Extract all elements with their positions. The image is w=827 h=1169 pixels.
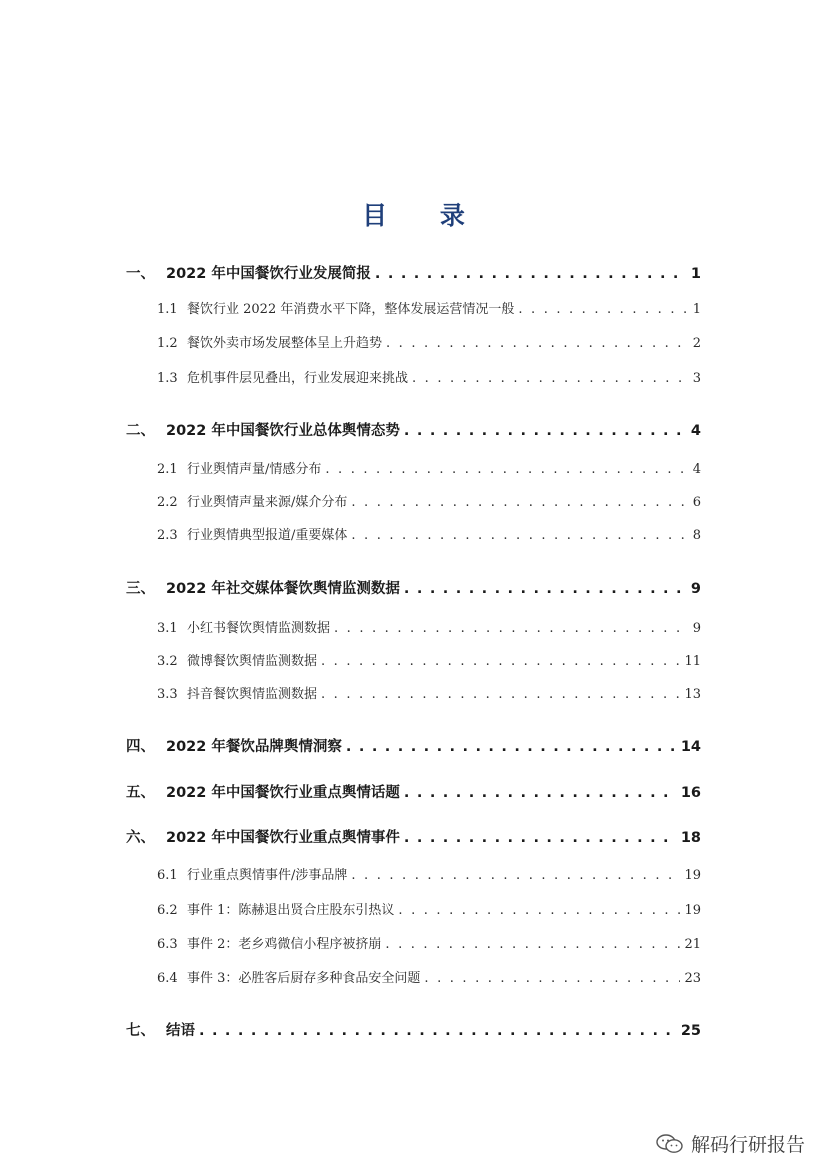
toc-entry-title: 餐饮行业 2022 年消费水平下降，整体发展运营情况一般 (187, 302, 515, 317)
toc-entry-number: 1.2 (157, 336, 178, 351)
watermark (655, 1130, 805, 1157)
watermark-text: 解码行研报告 (690, 1134, 805, 1156)
toc-entry-number: 六、 (126, 830, 155, 846)
toc-section-entry[interactable] (157, 298, 701, 317)
toc-section-entry[interactable] (157, 683, 701, 702)
toc-section-entry[interactable] (157, 458, 701, 477)
toc-dot-leader (321, 687, 680, 702)
toc-entry-title: 行业舆情声量/情感分布 (187, 462, 322, 477)
toc-entry-title: 行业舆情声量来源/媒介分布 (187, 495, 348, 510)
toc-entry-title: 抖音餐饮舆情监测数据 (187, 687, 318, 702)
toc-page-number: 2 (692, 336, 701, 351)
toc-chapter-entry[interactable] (126, 735, 701, 756)
toc-entry-number: 6.3 (157, 937, 178, 952)
toc-page-number: 19 (684, 868, 701, 883)
toc-page-number: 1 (692, 302, 701, 317)
toc-entry-number: 3.2 (157, 654, 178, 669)
toc-dot-leader (346, 739, 677, 755)
toc-entry-number: 2.3 (157, 528, 178, 543)
toc-entry-number: 2.2 (157, 495, 178, 510)
toc-page-number: 19 (684, 903, 701, 918)
toc-entry-number: 1.1 (157, 302, 178, 317)
toc-dot-leader (351, 495, 688, 510)
toc-chapter-entry[interactable] (126, 262, 701, 283)
toc-section-entry[interactable] (157, 967, 701, 986)
toc-section-entry[interactable] (157, 650, 701, 669)
toc-entry-title: 2022 年社交媒体餐饮舆情监测数据 (166, 581, 400, 597)
toc-entry-title: 行业重点舆情事件/涉事品牌 (187, 868, 348, 883)
toc-dot-leader (424, 971, 680, 986)
wechat-icon (655, 1133, 685, 1155)
toc-entry-number: 二、 (126, 423, 155, 439)
toc-dot-leader (321, 654, 680, 669)
toc-entry-number: 一、 (126, 266, 155, 282)
toc-page-number: 6 (692, 495, 701, 510)
toc-page-number: 3 (692, 371, 701, 386)
toc-chapter-entry[interactable] (126, 826, 701, 847)
toc-entry-title: 结语 (166, 1023, 195, 1039)
toc-entry-title: 危机事件层见叠出，行业发展迎来挑战 (187, 371, 409, 386)
toc-dot-leader (375, 266, 687, 282)
toc-page-number: 4 (692, 462, 701, 477)
toc-page-number: 21 (684, 937, 701, 952)
toc-page-number: 9 (690, 581, 701, 597)
toc-page-number: 16 (680, 785, 701, 801)
toc-dot-leader (404, 423, 687, 439)
toc-entry-title: 行业舆情典型报道/重要媒体 (187, 528, 348, 543)
toc-dot-leader (199, 1023, 677, 1039)
toc-section-entry[interactable] (157, 524, 701, 543)
toc-entry-title: 事件 2：老乡鸡微信小程序被挤崩 (187, 937, 382, 952)
toc-dot-leader (351, 868, 680, 883)
toc-dot-leader (386, 336, 689, 351)
toc-section-entry[interactable] (157, 899, 701, 918)
toc-entry-number: 五、 (126, 785, 155, 801)
toc-dot-leader (398, 903, 680, 918)
toc-entry-title: 2022 年中国餐饮行业总体舆情态势 (166, 423, 400, 439)
toc-page-number: 9 (692, 621, 701, 636)
toc-chapter-entry[interactable] (126, 781, 701, 802)
toc-section-entry[interactable] (157, 367, 701, 386)
toc-dot-leader (412, 371, 689, 386)
toc-entry-title: 2022 年餐饮品牌舆情洞察 (166, 739, 342, 755)
toc-section-entry[interactable] (157, 332, 701, 351)
toc-section-entry[interactable] (157, 864, 701, 883)
toc-page-number: 23 (684, 971, 701, 986)
toc-dot-leader (404, 785, 677, 801)
toc-entry-title: 微博餐饮舆情监测数据 (187, 654, 318, 669)
toc-entry-title: 小红书餐饮舆情监测数据 (187, 621, 331, 636)
toc-section-entry[interactable] (157, 617, 701, 636)
toc-page-number: 25 (680, 1023, 701, 1039)
toc-page-number: 11 (684, 654, 701, 669)
toc-entry-title: 餐饮外卖市场发展整体呈上升趋势 (187, 336, 383, 351)
toc-dot-leader (404, 581, 687, 597)
toc-title: 目 录 (362, 201, 487, 230)
toc-entry-title: 2022 年中国餐饮行业重点舆情话题 (166, 785, 400, 801)
toc-page-number: 13 (684, 687, 701, 702)
toc-section-entry[interactable] (157, 491, 701, 510)
toc-page-number: 18 (680, 830, 701, 846)
toc-entry-number: 6.2 (157, 903, 178, 918)
toc-page-number: 14 (680, 739, 701, 755)
toc-page-number: 1 (690, 266, 701, 282)
toc-entry-number: 1.3 (157, 371, 178, 386)
toc-entry-number: 3.1 (157, 621, 178, 636)
toc-chapter-entry[interactable] (126, 577, 701, 598)
toc-entry-number: 三、 (126, 581, 155, 597)
toc-entry-title: 事件 1：陈赫退出贤合庄股东引热议 (187, 903, 395, 918)
toc-entry-title: 2022 年中国餐饮行业发展简报 (166, 266, 371, 282)
toc-dot-leader (325, 462, 688, 477)
toc-dot-leader (334, 621, 689, 636)
toc-entry-title: 2022 年中国餐饮行业重点舆情事件 (166, 830, 400, 846)
toc-entry-number: 3.3 (157, 687, 178, 702)
toc-entry-number: 6.4 (157, 971, 178, 986)
toc-dot-leader (385, 937, 680, 952)
toc-dot-leader (404, 830, 677, 846)
toc-chapter-entry[interactable] (126, 1019, 701, 1040)
toc-entry-number: 七、 (126, 1023, 155, 1039)
toc-section-entry[interactable] (157, 933, 701, 952)
toc-page-number: 8 (692, 528, 701, 543)
toc-dot-leader (518, 302, 688, 317)
toc-page-number: 4 (690, 423, 701, 439)
toc-dot-leader (351, 528, 688, 543)
toc-entry-number: 四、 (126, 739, 155, 755)
toc-entry-number: 2.1 (157, 462, 178, 477)
toc-chapter-entry[interactable] (126, 419, 701, 440)
toc-entry-title: 事件 3：必胜客后厨存多种食品安全问题 (187, 971, 421, 986)
toc-entry-number: 6.1 (157, 868, 178, 883)
